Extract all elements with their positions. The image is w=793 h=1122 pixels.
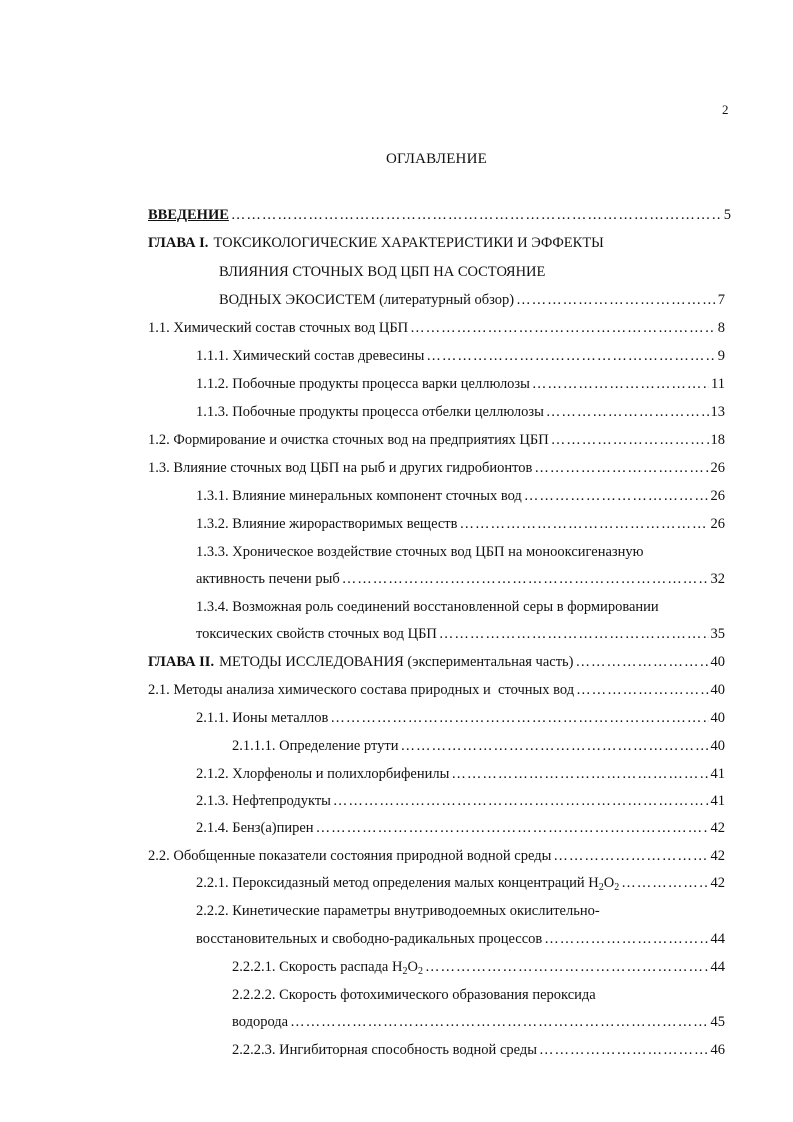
toc-page-number: 42 [710,875,725,891]
toc-page-number: 40 [710,682,725,698]
leader-dots [524,486,709,506]
toc-entry-text: ВЛИЯНИЯ СТОЧНЫХ ВОД ЦБП НА СОСТОЯНИЕ [219,264,546,280]
toc-entry-text: ТОКСИКОЛОГИЧЕСКИЕ ХАРАКТЕРИСТИКИ И ЭФФЕКТЫ [213,235,604,251]
leader-dots [546,402,709,422]
toc-page-number: 44 [710,931,725,947]
leader-dots [576,680,708,700]
leader-dots [330,708,708,728]
toc-entry-2-2-2-3[interactable] [0,1040,793,1060]
chapter-label: ГЛАВА I. [148,235,209,251]
toc-entry-text: 1.3.2. Влияние жирорастворимых веществ [196,516,458,532]
toc-page-number: 5 [723,207,731,223]
toc-page-number: 35 [710,626,725,642]
toc-entry-1-3[interactable] [0,458,793,478]
toc-entry-text: 2.1.4. Бенз(а)пирен [196,820,314,836]
toc-page-number: 26 [710,460,725,476]
toc-entry-text: 2.2.2.1. Скорость распада $H_2O_2$ [232,959,423,977]
toc-entry-text: 2.1.2. Хлорфенолы и полихлорбифенилы [196,766,450,782]
leader-dots [534,458,708,478]
toc-page-number: 9 [717,348,725,364]
toc-entry-text: ВОДНЫХ ЭКОСИСТЕМ (литературный обзор) [219,292,515,308]
toc-entry-1-3-4-cont[interactable] [0,624,793,644]
leader-dots [451,764,708,784]
toc-entry-1-1[interactable] [0,318,793,338]
leader-dots [621,873,708,893]
toc-page-number: 42 [710,848,725,864]
toc-page-number: 40 [710,654,725,670]
toc-entry-text: 1.3.4. Возможная роль соединений восстановленной серы в формировании [196,599,659,615]
toc-entry-1-3-4[interactable] [0,597,793,617]
leader-dots [333,791,709,811]
leader-dots [231,205,722,225]
toc-entry-2-2-2-1[interactable] [0,957,793,977]
toc-entry-2-2-2[interactable] [0,901,793,921]
toc-entry-chapter-1-end[interactable] [0,290,793,310]
toc-entry-text: 2.1.1.1. Определение ртути [232,738,399,754]
leader-dots [516,290,716,310]
toc-entry-1-1-1[interactable] [0,346,793,366]
toc-page-number: 8 [717,320,725,336]
toc-entry-introduction[interactable] [0,205,793,225]
toc-entry-text: 1.1. Химический состав сточных вод ЦБП [148,320,409,336]
toc-entry-text: 1.2. Формирование и очистка сточных вод на предприятиях ЦБП [148,432,549,448]
toc-entry-1-3-2[interactable] [0,514,793,534]
toc-entry-text: ВВЕДЕНИЕ [148,207,229,223]
toc-entry-1-2[interactable] [0,430,793,450]
toc-entry-text: 2.1. Методы анализа химического состава природных и сточных вод [148,682,575,698]
toc-entry-2-1[interactable] [0,680,793,700]
toc-entry-text: 1.1.1. Химический состав древесины [196,348,425,364]
toc-entry-2-2-2-2-cont[interactable] [0,1012,793,1032]
toc-page-number: 46 [710,1042,725,1058]
chapter-label: ГЛАВА II. [148,654,215,670]
toc-entry-2-1-1-1[interactable] [0,736,793,756]
toc-page-number: 7 [717,292,725,308]
toc-entry-2-1-3[interactable] [0,791,793,811]
page-title: ОГЛАВЛЕНИЕ [386,151,487,167]
toc-entry-2-1-1[interactable] [0,708,793,728]
leader-dots [426,346,715,366]
toc-entry-2-2[interactable] [0,846,793,866]
toc-entry-text: 2.1.3. Нефтепродукты [196,793,331,809]
toc-entry-1-3-3-cont[interactable] [0,569,793,589]
toc-entry-chapter-1-cont[interactable] [0,262,793,282]
toc-entry-text: активность печени рыб [196,571,340,587]
toc-entry-2-1-4[interactable] [0,818,793,838]
leader-dots [532,374,709,394]
toc-entry-1-1-2[interactable] [0,374,793,394]
toc-page-number: 44 [710,959,725,975]
leader-dots [576,652,709,672]
toc-page-number: 42 [710,820,725,836]
leader-dots [425,957,709,977]
toc-page-number: 13 [710,404,725,420]
toc-entry-text: 2.2.2.3. Ингибиторная способность водной среды [232,1042,537,1058]
toc-page-number: 40 [710,710,725,726]
toc-entry-text: водорода [232,1014,289,1030]
toc-page-number: 41 [710,793,725,809]
toc-entry-text: МЕТОДЫ ИССЛЕДОВАНИЯ (экспериментальная часть) [219,654,574,670]
toc-page-number: 18 [710,432,725,448]
toc-entry-text: 1.3. Влияние сточных вод ЦБП на рыб и других гидробионтов [148,460,533,476]
toc-page-number: 45 [710,1014,725,1030]
toc-entry-2-2-2-cont[interactable] [0,929,793,949]
toc-page-number: 41 [710,766,725,782]
toc-entry-text: 1.1.3. Побочные продукты процесса отбелки целлюлозы [196,404,544,420]
leader-dots [459,514,708,534]
leader-dots [342,569,709,589]
leader-dots [316,818,709,838]
leader-dots [551,430,709,450]
toc-page-number: 32 [710,571,725,587]
toc-entry-text: 2.1.1. Ионы металлов [196,710,329,726]
leader-dots [410,318,716,338]
toc-entry-text: 1.3.1. Влияние минеральных компонент сточных вод [196,488,522,504]
toc-entry-1-3-3[interactable] [0,542,793,562]
leader-dots [439,624,709,644]
toc-entry-1-3-1[interactable] [0,486,793,506]
leader-dots [553,846,708,866]
toc-page-number: 26 [710,488,725,504]
toc-entry-text: 1.1.2. Побочные продукты процесса варки целлюлозы [196,376,530,392]
toc-entry-text: токсических свойств сточных вод ЦБП [196,626,437,642]
toc-entry-2-1-2[interactable] [0,764,793,784]
toc-entry-text: 2.2.1. Пероксидазный метод определения малых концентраций $H_2O_2$ [196,875,620,893]
toc-entry-text: 1.3.3. Хроническое воздействие сточных вод ЦБП на монооксигеназную [196,544,644,560]
toc-page-number: 11 [711,376,725,392]
toc-entry-chapter-2[interactable] [0,652,793,672]
toc-entry-text: 2.2. Обобщенные показатели состояния природной водной среды [148,848,552,864]
leader-dots [539,1040,709,1060]
toc-entry-chapter-1[interactable] [0,233,793,253]
toc-page-number: 40 [710,738,725,754]
toc-entry-text: 2.2.2.2. Скорость фотохимического образования пероксида [232,987,596,1003]
leader-dots [290,1012,708,1032]
toc-entry-text: восстановительных и свободно-радикальных процессов [196,931,543,947]
page-number: 2 [722,102,729,117]
toc-entry-2-2-2-2[interactable] [0,985,793,1005]
leader-dots [400,736,708,756]
toc-entry-text: 2.2.2. Кинетические параметры внутриводоемных окислительно- [196,903,600,919]
toc-page-number: 26 [710,516,725,532]
toc-entry-2-2-1[interactable] [0,873,793,893]
leader-dots [544,929,708,949]
toc-entry-1-1-3[interactable] [0,402,793,422]
